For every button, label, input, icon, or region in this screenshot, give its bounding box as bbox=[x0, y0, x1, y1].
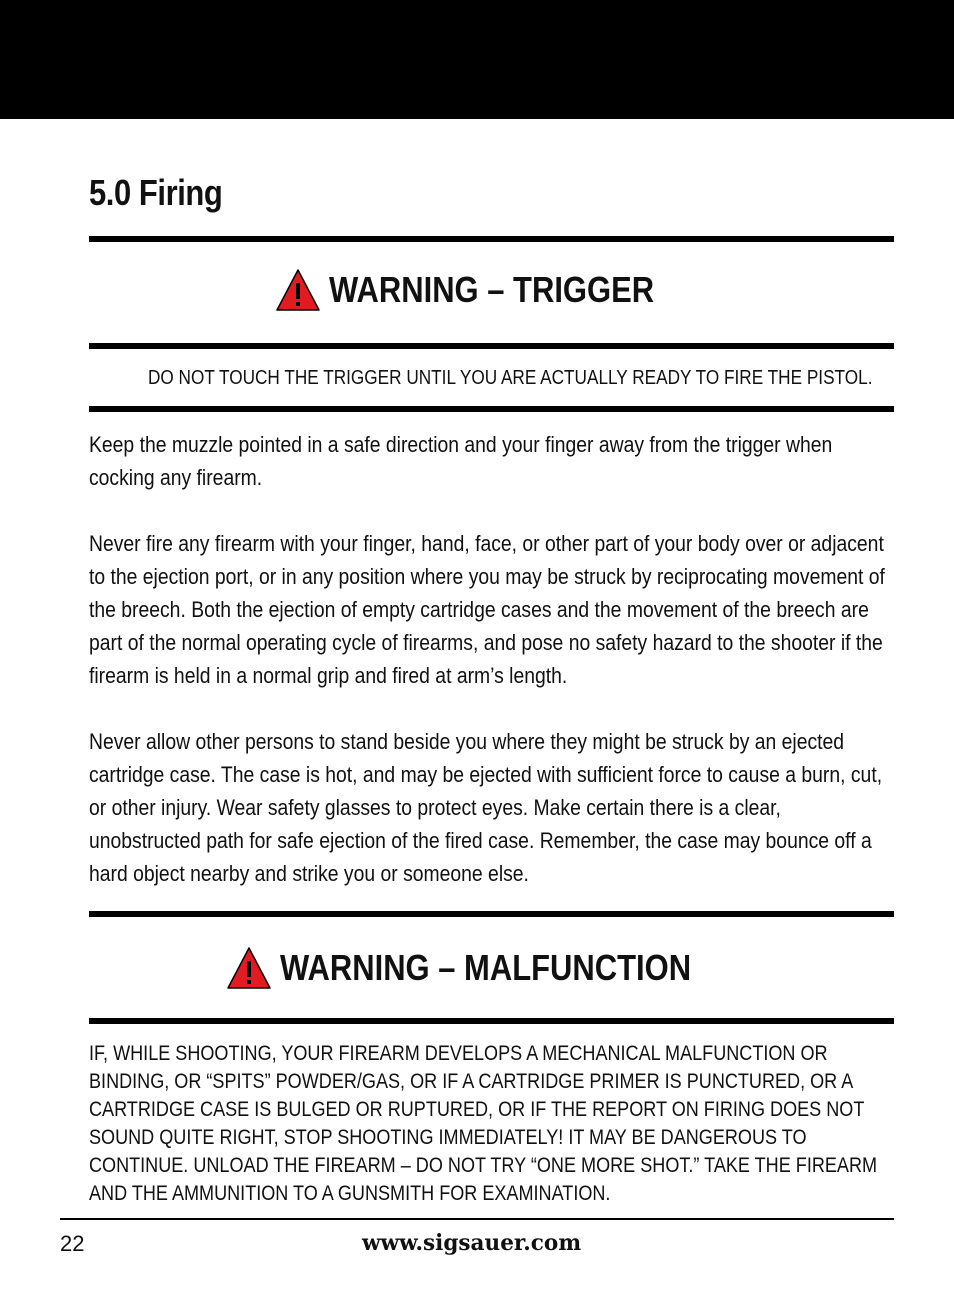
trigger-notice bbox=[89, 367, 894, 390]
trigger-notice-text: DO NOT TOUCH THE TRIGGER UNTIL YOU ARE ACTUALLY READY TO FIRE THE PISTOL. bbox=[147, 367, 873, 389]
footer-rule bbox=[60, 1218, 894, 1220]
divider bbox=[89, 236, 894, 242]
warning-triangle-icon bbox=[275, 268, 321, 312]
paragraph: Keep the muzzle pointed in a safe direction and your finger away from the trigger when cocking any firearm. bbox=[89, 432, 833, 490]
divider bbox=[89, 406, 894, 412]
page-number: 22 bbox=[60, 1231, 85, 1256]
warning-trigger-heading bbox=[89, 268, 894, 312]
divider bbox=[89, 911, 894, 917]
warning-triangle-icon bbox=[226, 946, 272, 990]
divider bbox=[89, 343, 894, 349]
warning-malfunction-title: WARNING – MALFUNCTION bbox=[279, 947, 691, 988]
warning-trigger-title: WARNING – TRIGGER bbox=[329, 269, 655, 310]
divider bbox=[89, 1018, 894, 1024]
body-text bbox=[89, 428, 894, 890]
paragraph: Never allow other persons to stand beside you where they might be struck by an ejected cartridge case. The case is hot, and may be ejected with sufficient force to cause a burn, cut, or other injury. Wear safety glasses to protect eyes. Make certain there is a clear, unobstructed path for safe ejection of the fired case. Remember, the case may bounce off a hard object nearby and strike you or someone else. bbox=[89, 729, 883, 886]
website-url[interactable]: www.sigsauer.com bbox=[362, 1230, 582, 1256]
paragraph: Never fire any firearm with your finger, hand, face, or other part of your body over or adjacent to the ejection port, or in any position where you may be struck by reciprocating movement of the breech. Both the ejection of empty cartridge cases and the movement of the breech are part of the normal operating cycle of firearms, and pose no safety hazard to the shooter if the firearm is held in a normal grip and fired at arm’s length. bbox=[89, 531, 885, 688]
malfunction-text: IF, WHILE SHOOTING, YOUR FIREARM DEVELOPS A MECHANICAL MALFUNCTION OR BINDING, OR “SPITS” POWDER/GAS, OR IF A CARTRIDGE PRIMER IS PUNCTURED, OR A CARTRIDGE CASE IS BULGED OR RUPTURED, OR IF THE REPORT ON FIRING DOES NOT SOUND QUITE RIGHT, STOP SHOOTING IMMEDIATELY! IT MAY BE DANGEROUS TO CONTINUE. UNLOAD THE FIREARM – DO NOT TRY “ONE MORE SHOT.” TAKE THE FIREARM AND THE AMMUNITION TO A GUNSMITH FOR EXAMINATION. bbox=[89, 1042, 878, 1205]
section-title: 5.0 Firing bbox=[89, 172, 223, 213]
header-band bbox=[0, 0, 954, 119]
warning-malfunction-heading bbox=[89, 946, 894, 990]
